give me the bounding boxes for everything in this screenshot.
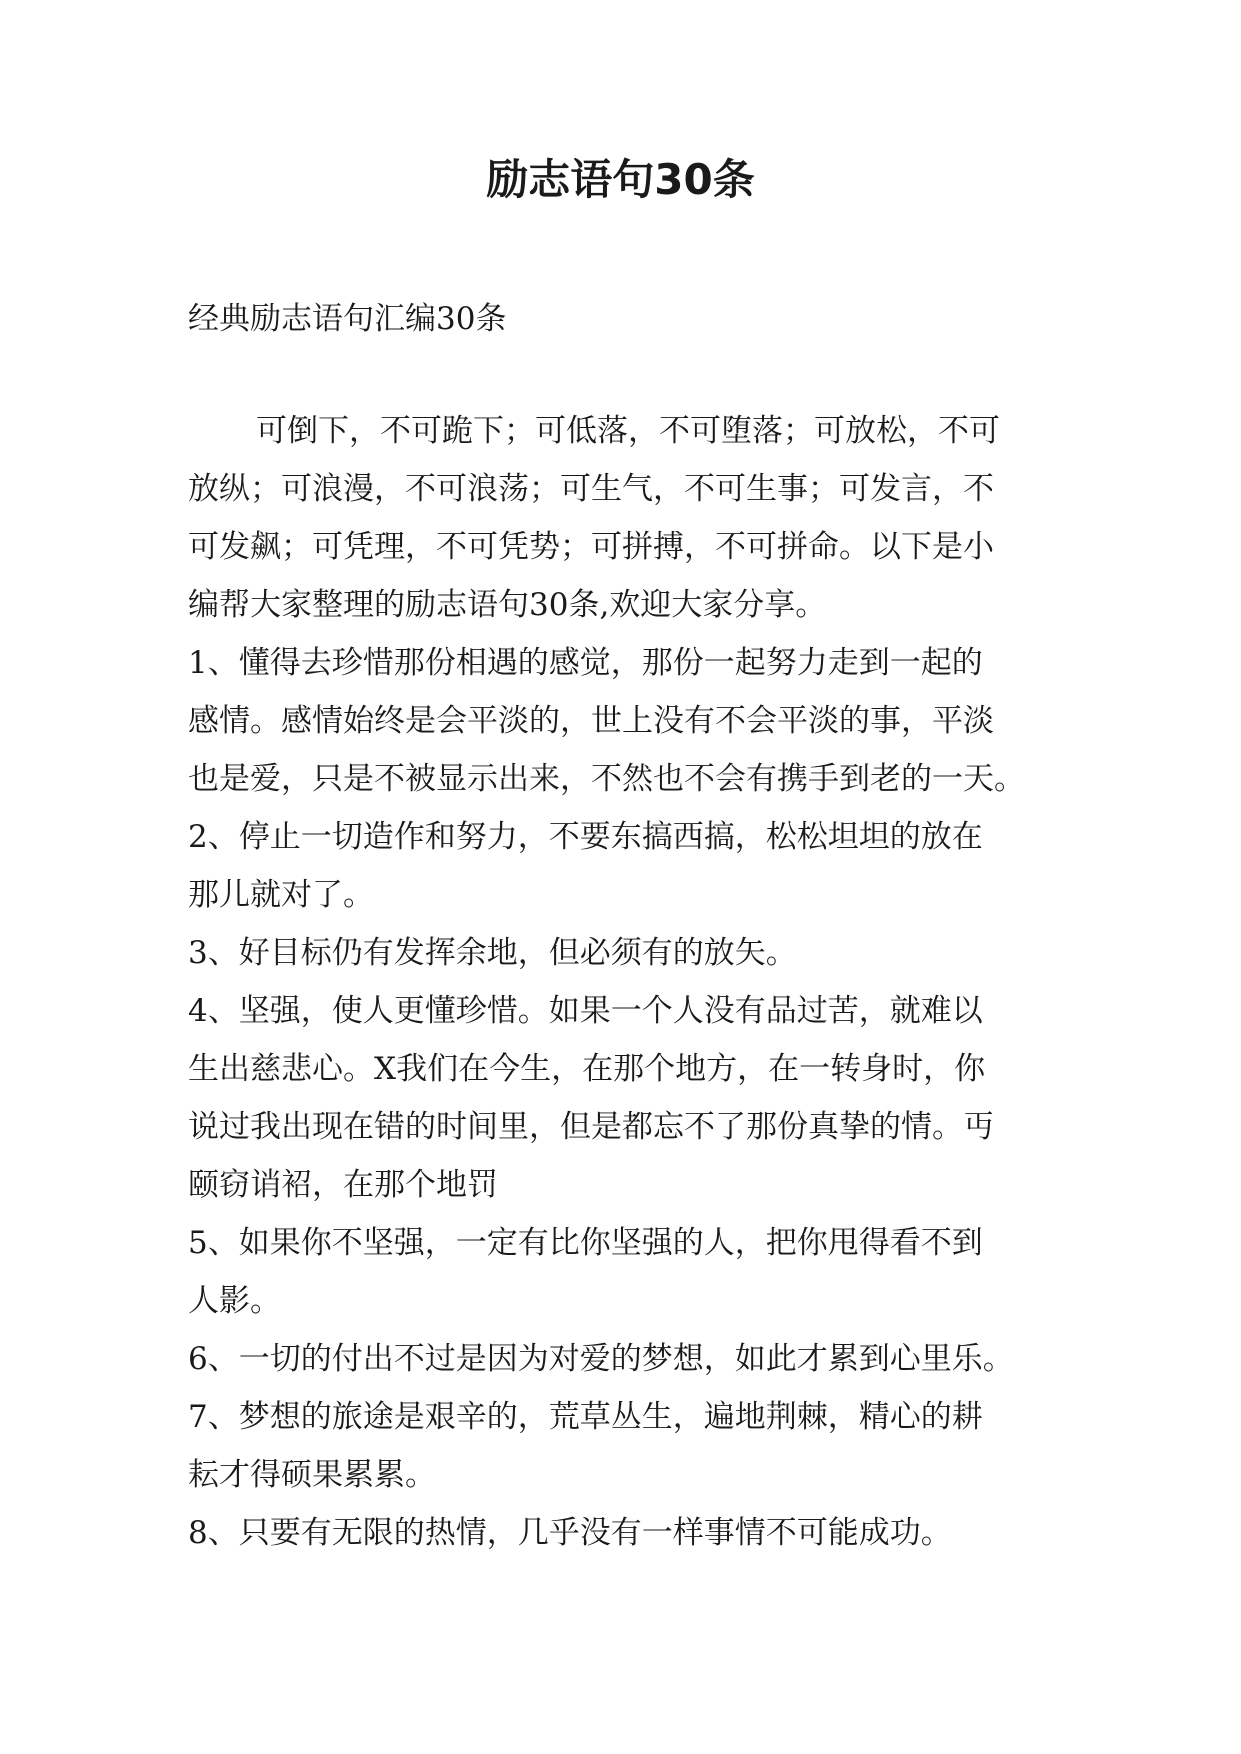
intro-line: 可倒下，不可跪下；可低落，不可堕落；可放松，不可	[256, 413, 1000, 449]
quote-line: 1、懂得去珍惜那份相遇的感觉，那份一起努力走到一起的	[188, 645, 983, 681]
quote-line: 颐窃诮袑，在那个地罚	[188, 1167, 498, 1203]
quote-line: 7、梦想的旅途是艰辛的，荒草丛生，遍地荆棘，精心的耕	[188, 1399, 983, 1435]
quote-line: 那儿就对了。	[188, 877, 374, 913]
intro-line: 放纵；可浪漫，不可浪荡；可生气，不可生事；可发言，不	[188, 471, 994, 507]
quote-line: 6、一切的付出不过是因为对爱的梦想，如此才累到心里乐。	[188, 1341, 1014, 1377]
document-body	[188, 402, 1068, 1562]
quote-line: 2、停止一切造作和努力，不要东搞西搞，松松坦坦的放在	[188, 819, 983, 855]
quote-line: 说过我出现在错的时间里，但是都忘不了那份真挚的情。丏	[188, 1109, 994, 1145]
quote-list	[188, 634, 1068, 1562]
quote-line: 8、只要有无限的热情，几乎没有一样事情不可能成功。	[188, 1515, 952, 1551]
quote-line: 也是爱，只是不被显示出来，不然也不会有携手到老的一天。	[188, 761, 1025, 797]
quote-line: 人影。	[188, 1283, 281, 1319]
quote-line: 生出慈悲心。X我们在今生，在那个地方，在一转身时，你	[188, 1051, 986, 1087]
quote-line: 3、好目标仍有发挥余地，但必须有的放矢。	[188, 935, 797, 971]
intro-line: 编帮大家整理的励志语句30条,欢迎大家分享。	[188, 587, 827, 623]
quote-line: 5、如果你不坚强，一定有比你坚强的人，把你甩得看不到	[188, 1225, 983, 1261]
document-subtitle: 经典励志语句汇编30条	[188, 301, 507, 337]
quote-line: 感情。感情始终是会平淡的，世上没有不会平淡的事，平淡	[188, 703, 994, 739]
quote-line: 4、坚强，使人更懂珍惜。如果一个人没有品过苦，就难以	[188, 993, 983, 1029]
quote-line: 耘才得硕果累累。	[188, 1457, 436, 1493]
document-title: 励志语句30条	[486, 155, 755, 204]
intro-paragraph	[188, 402, 1068, 634]
intro-line: 可发飙；可凭理，不可凭势；可拼搏，不可拼命。以下是小	[188, 529, 994, 565]
